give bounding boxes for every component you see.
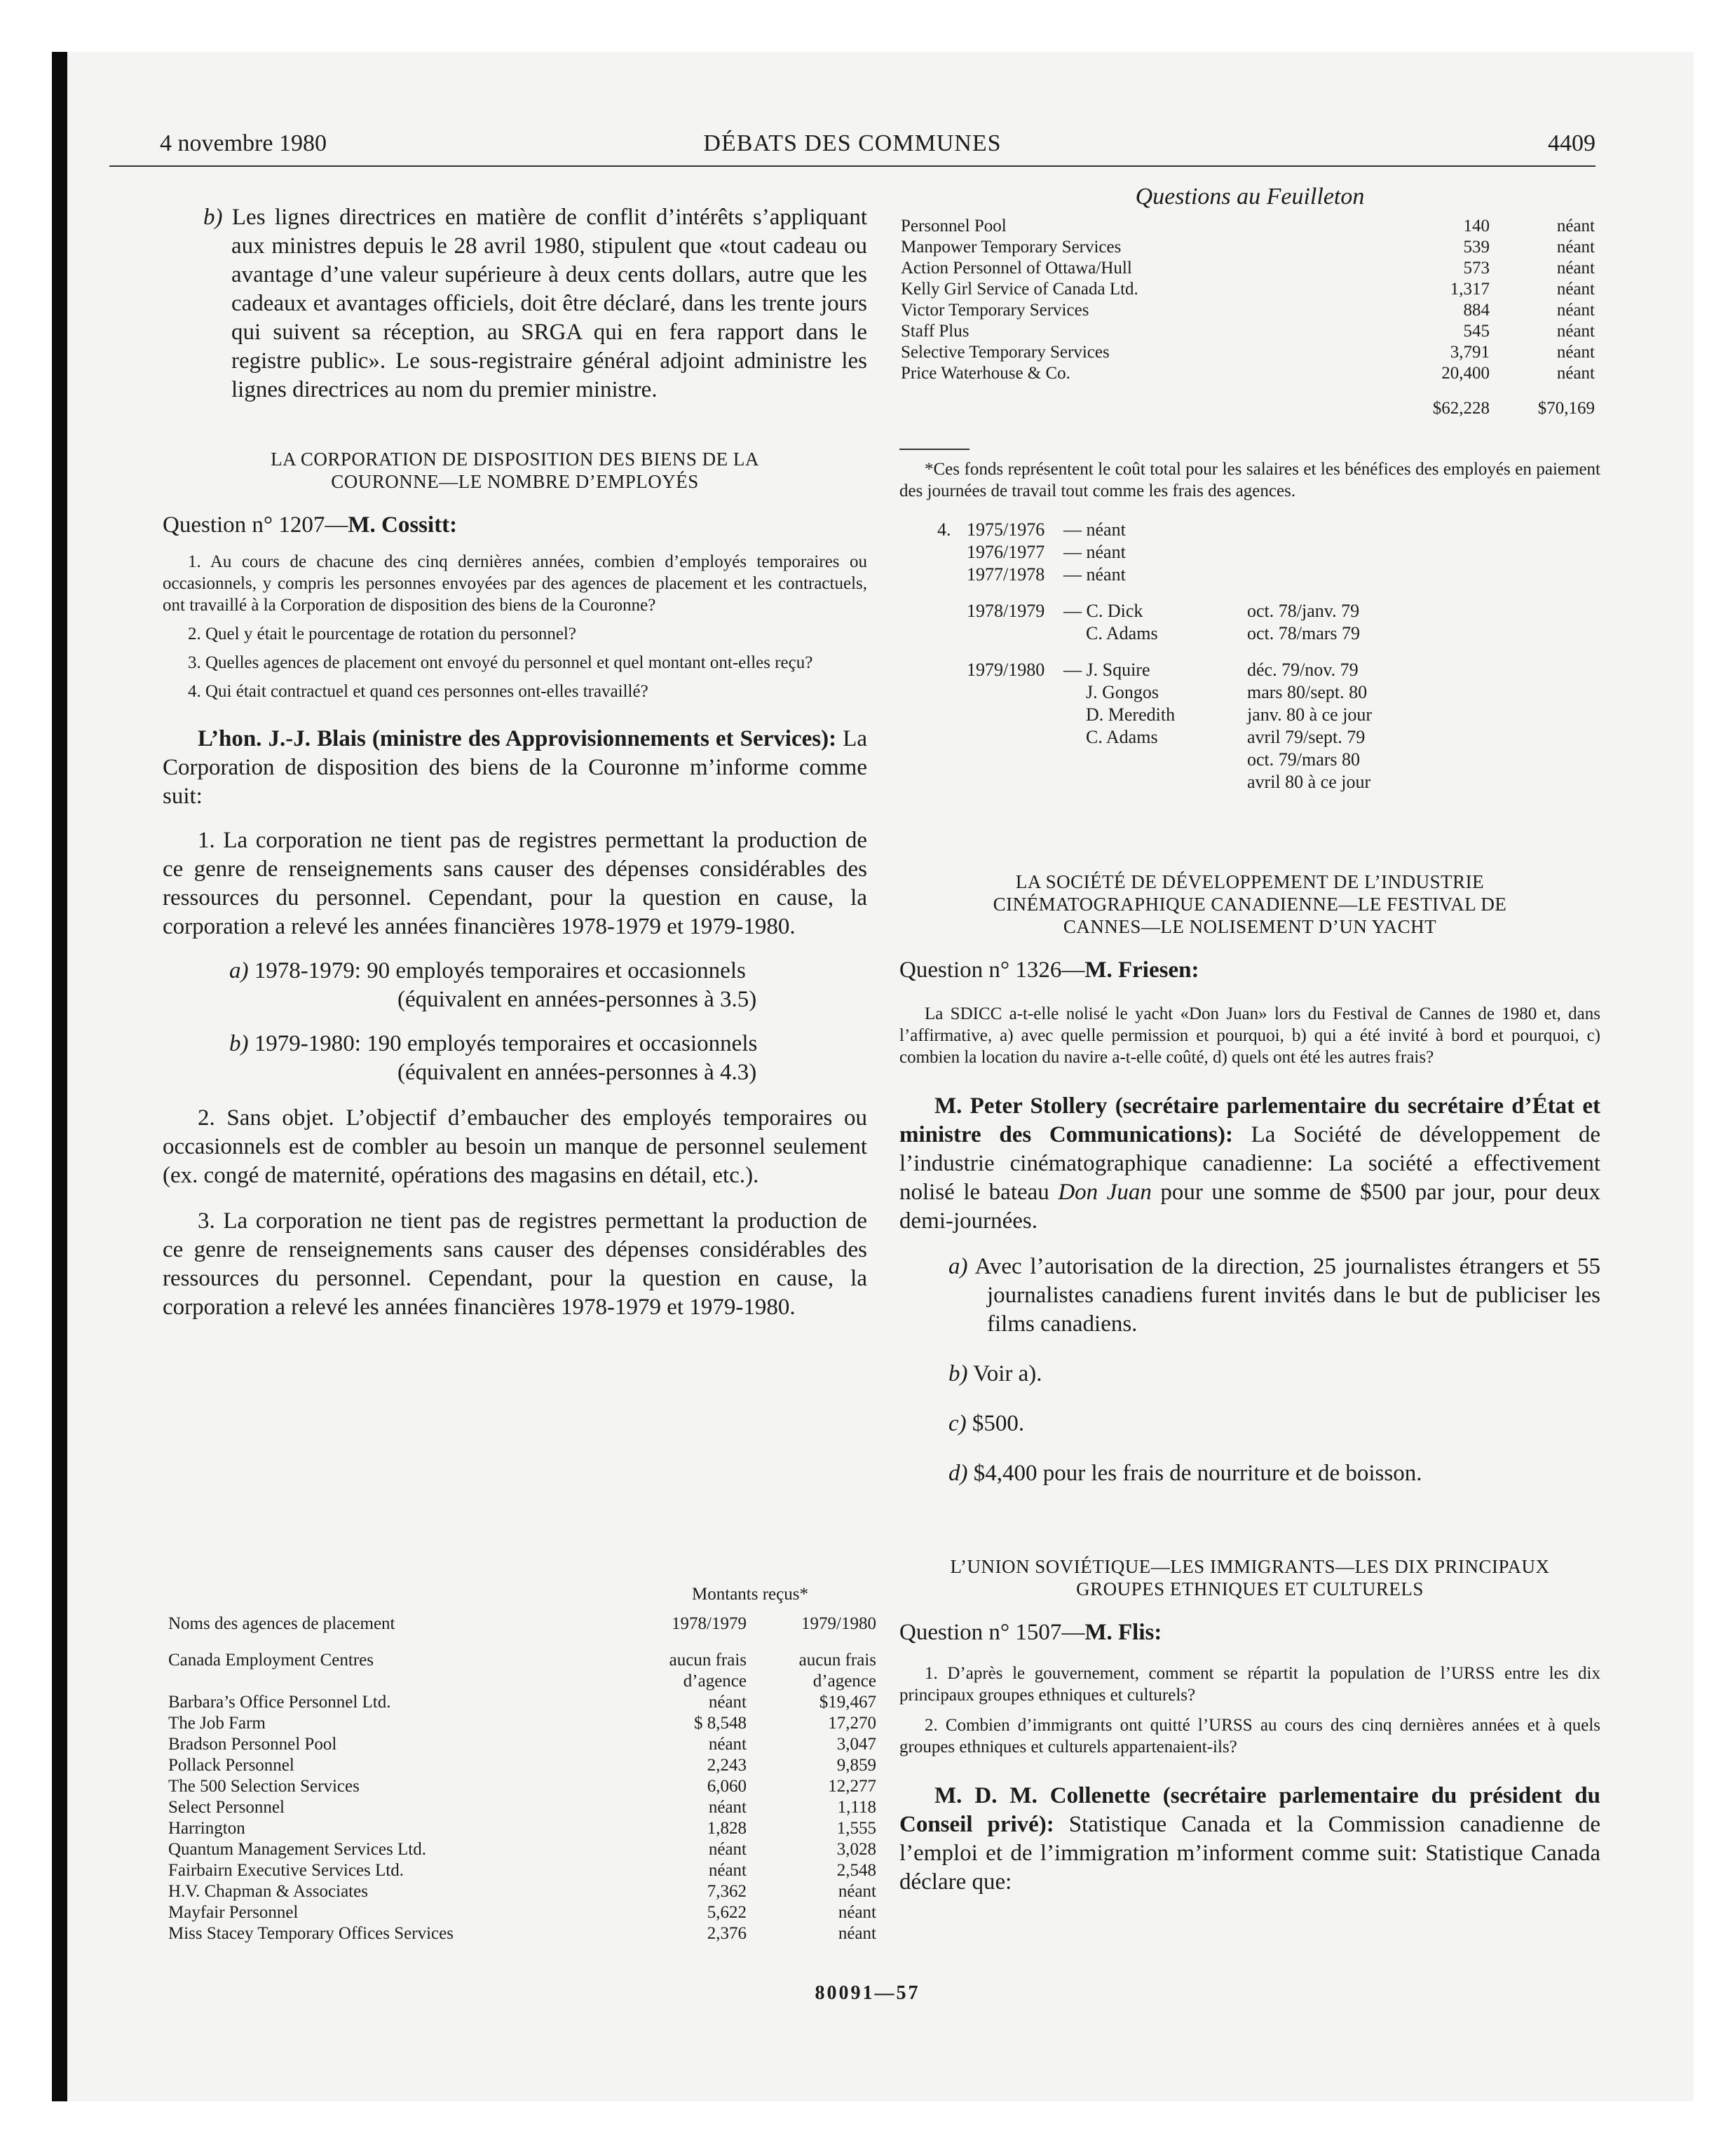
contract-row: [937, 704, 1401, 726]
table-cell-value: 12,277: [828, 1777, 876, 1796]
table-cell-value: néant: [1556, 322, 1595, 341]
answer-text: Statistique Canada et la Commission canadienne de l’emploi et de l’immigration m’informent comme suit: Statistique Canada déclare que:: [899, 1812, 1600, 1895]
page-header: [109, 130, 1595, 167]
table-total: $70,169: [1537, 399, 1595, 418]
table-cell-name: Personnel Pool: [901, 217, 1007, 236]
table-cell-line: d’agence: [683, 1672, 747, 1691]
section-heading-crown-assets: [163, 448, 867, 493]
answer-paragraph: [899, 1092, 1600, 1236]
table-row: [168, 1797, 876, 1818]
table-cell-name: Harrington: [168, 1819, 245, 1838]
table-cell-value: $ 8,548: [694, 1714, 747, 1733]
table-row: [168, 1734, 876, 1755]
table-cell-value: néant: [838, 1882, 876, 1901]
contract-row: [937, 586, 1401, 622]
table-cell-name: Barbara’s Office Personnel Ltd.: [168, 1693, 391, 1712]
table-cell-name: Selective Temporary Services: [901, 343, 1110, 362]
contract-name: — néant: [1063, 564, 1126, 585]
answer-list: [899, 1253, 1600, 1488]
table-cell-name: Fairbairn Executive Services Ltd.: [168, 1861, 404, 1880]
section-heading-line: CINÉMATOGRAPHIQUE CANADIENNE—LE FESTIVAL DE: [993, 894, 1507, 915]
table-cell-value: 6,060: [707, 1777, 747, 1796]
answer-point-2: 2. Sans objet. L’objectif d’embaucher des employés temporaires ou occasionnels est de combler au besoin un manque de personnel seulement (ex. congé de maternité, opérations des magasins en détail, etc.).: [163, 1105, 867, 1188]
contract-year: 1978/1979: [967, 601, 1045, 621]
table-row: [901, 321, 1595, 342]
question-number: Question n° 1507—: [899, 1620, 1085, 1645]
contract-row: [937, 541, 1401, 564]
contract-number: [937, 704, 967, 726]
table-row: [168, 1692, 876, 1713]
answer-item-label: b): [948, 1361, 968, 1386]
contract-name: [1058, 771, 1212, 793]
table-cell-value: 2,548: [836, 1861, 876, 1880]
table-row: [168, 1923, 876, 1944]
question-1326: [899, 957, 1600, 983]
footnote-rule: [899, 449, 969, 450]
table-header-name: Noms des agences de placement: [168, 1614, 395, 1633]
question-item: 1. D’après le gouvernement, comment se répartit la population de l’URSS entre les dix principaux groupes ethniques et culturels?: [899, 1664, 1600, 1705]
table-cell-name: Select Personnel: [168, 1798, 285, 1817]
section-heading-film: [899, 871, 1600, 938]
question-item: 2. Quel y était le pourcentage de rotation du personnel?: [188, 625, 576, 643]
table-row: [168, 1755, 876, 1776]
table-total: $62,228: [1432, 399, 1490, 418]
contract-row: [937, 681, 1401, 704]
header-date: 4 novembre 1980: [160, 130, 327, 156]
contract-name: — J. Squire: [1063, 660, 1150, 680]
table-cell-value: néant: [838, 1903, 876, 1922]
answer-item-text: Avec l’autorisation de la direction, 25 journalistes étrangers et 55 journalistes canadiens furent invités dans le but de publiciser les films canadiens.: [974, 1254, 1600, 1337]
answer-point-1: 1. La corporation ne tient pas de registres permettant la production de ce genre de renseignements sans causer des dépenses considérables des ressources du personnel. Cependant, pour la question en cause, la corporation a relevé les années financières 1978-1979 et 1979-1980.: [163, 828, 867, 939]
contract-year: [967, 681, 1058, 704]
table-total-row: [901, 384, 1595, 419]
contract-year: [967, 622, 1058, 645]
contract-period: mars 80/sept. 80: [1247, 682, 1368, 702]
answer-item-label: a): [948, 1254, 968, 1279]
table-row: [901, 300, 1595, 321]
answer-paragraph: [899, 1782, 1600, 1897]
b-item-label: b): [203, 205, 223, 230]
table-row: [168, 1839, 876, 1860]
question-text: La SDICC a-t-elle nolisé le yacht «Don Juan» lors du Festival de Cannes de 1980 et, dans l’affirmative, a) avec quelle permission et pourquoi, b) qui a été invité à bord et pourquoi, c) combien la location du navire a-t-elle coûté, d) quels ont été les autres frais?: [899, 1004, 1600, 1067]
contract-row: [937, 726, 1401, 749]
contract-number: [937, 541, 967, 564]
table-cell-value: 1,555: [836, 1819, 876, 1838]
answer-intro: La Corporation de disposition des biens de la Couronne m’informe comme suit:: [163, 726, 867, 809]
table-cell-value: néant: [708, 1735, 747, 1754]
sub-item-years: 1978-1979:: [254, 958, 361, 983]
answer-item: [948, 1360, 1600, 1389]
running-title: Questions au Feuilleton: [1135, 184, 1365, 210]
table-cell-value: néant: [708, 1861, 747, 1880]
contract-year: 1979/1980: [967, 660, 1045, 680]
section-heading-line: COURONNE—LE NOMBRE D’EMPLOYÉS: [331, 471, 699, 492]
sub-item-a: [229, 957, 867, 1014]
agency-table: [168, 1584, 876, 1944]
table-cell-name: H.V. Chapman & Associates: [168, 1882, 368, 1901]
table-cell-name: Action Personnel of Ottawa/Hull: [901, 259, 1132, 278]
contract-period: déc. 79/nov. 79: [1247, 660, 1359, 680]
question-item: 3. Quelles agences de placement ont envoyé du personnel et quel montant ont-elles reçu?: [188, 653, 813, 672]
table-row: [168, 1818, 876, 1839]
contract-period: oct. 78/mars 79: [1247, 623, 1361, 643]
table-row: [901, 216, 1595, 237]
question-item: 2. Combien d’immigrants ont quitté l’URSS au cours des cinq dernières années et à quels groupes ethniques et culturels appartenaient-ils?: [899, 1716, 1600, 1756]
table-cell-name: Price Waterhouse & Co.: [901, 364, 1070, 383]
table-cell-name: Mayfair Personnel: [168, 1903, 299, 1922]
contract-name: J. Gongos: [1086, 682, 1159, 702]
contract-row: [937, 645, 1401, 681]
table-cell-line: aucun frais: [669, 1651, 747, 1670]
table-row: [901, 363, 1595, 384]
contract-number: [937, 771, 967, 793]
contract-period: [1212, 564, 1401, 586]
table-cell-value: néant: [1556, 364, 1595, 383]
table-cell-name: Quantum Management Services Ltd.: [168, 1840, 426, 1859]
section-heading-line: LA CORPORATION DE DISPOSITION DES BIENS DE LA: [271, 449, 759, 470]
section-heading-line: LA SOCIÉTÉ DE DÉVELOPPEMENT DE L’INDUSTRIE: [1015, 871, 1485, 892]
contract-year: 1975/1976: [967, 519, 1045, 540]
table-cell-value: 1,317: [1450, 280, 1490, 299]
contract-name: — C. Dick: [1063, 601, 1143, 621]
contract-year: 1976/1977: [967, 542, 1045, 562]
table-cell-value: 3,791: [1450, 343, 1490, 362]
answer-text: La Société de développement de l’industrie cinématographique canadienne: La société a effectivement nolisé le bateau: [899, 1122, 1601, 1205]
sub-item-b: [229, 1030, 867, 1087]
table-header-row: [168, 1605, 876, 1635]
table-cell-name: The 500 Selection Services: [168, 1777, 360, 1796]
contract-year: [967, 749, 1058, 771]
table-group-header: Montants reçus*: [692, 1585, 808, 1604]
table-cell-value: 1,828: [707, 1819, 747, 1838]
table-cell-value: néant: [708, 1840, 747, 1859]
question-member: M. Friesen:: [1084, 957, 1199, 983]
table-cell-value: $19,467: [819, 1693, 876, 1712]
contract-period: oct. 78/janv. 79: [1247, 601, 1360, 621]
table-row: [168, 1860, 876, 1881]
table-cell-line: d’agence: [812, 1672, 876, 1691]
table-cell-name: Pollack Personnel: [168, 1756, 294, 1775]
header-page-number: 4409: [1548, 130, 1595, 156]
question-number: Question n° 1326—: [899, 957, 1085, 983]
contract-row: [937, 749, 1401, 771]
table-cell-value: 5,622: [707, 1903, 747, 1922]
question-number: Question n° 1207—: [163, 512, 348, 538]
left-column: [163, 203, 867, 1322]
table-row: [168, 1713, 876, 1734]
answer-point-3: 3. La corporation ne tient pas de registres permettant la production de ce genre de renseignements sans causer des dépenses considérables des ressources du personnel. Cependant, pour la question en cause, la corporation a relevé les années financières 1978-1979 et 1979-1980.: [163, 1208, 867, 1320]
table-cell-value: néant: [1556, 217, 1595, 236]
answer-item: [948, 1253, 1600, 1339]
contract-row: [937, 771, 1401, 793]
contract-period: oct. 79/mars 80: [1247, 749, 1361, 770]
table-header-year: 1978/1979: [672, 1614, 747, 1633]
contract-year: [967, 726, 1058, 749]
table-cell-value: néant: [1556, 238, 1595, 257]
header-title: DÉBATS DES COMMUNES: [703, 130, 1002, 156]
sub-item-text: 90 employés temporaires et occasionnels: [367, 958, 746, 983]
table-cell-value: néant: [838, 1924, 876, 1943]
contract-period: [1212, 541, 1401, 564]
table-cell-name: Miss Stacey Temporary Offices Services: [168, 1924, 454, 1943]
table-cell-value: néant: [1556, 259, 1595, 278]
question-1207: [163, 512, 867, 538]
contract-number: [937, 586, 967, 622]
b-item: [203, 203, 867, 404]
contract-period: avril 80 à ce jour: [1247, 772, 1371, 792]
table-cell-value: néant: [1556, 301, 1595, 320]
table-cell-value: [747, 1635, 876, 1692]
contract-name: — néant: [1063, 542, 1126, 562]
answer-paragraph: [163, 725, 867, 811]
contract-period: avril 79/sept. 79: [1247, 727, 1366, 747]
table-row: [168, 1635, 876, 1692]
answer-italic: Don Juan: [1058, 1180, 1152, 1205]
table-cell-value: 17,270: [828, 1714, 876, 1733]
contract-name: — néant: [1063, 519, 1126, 540]
answer-item-label: c): [948, 1411, 967, 1436]
table-cell-name: Staff Plus: [901, 322, 969, 341]
table-cell-value: [617, 1635, 747, 1692]
table-cell-value: néant: [1556, 343, 1595, 362]
answer-text: pour une somme de $500 par jour, pour deux demi-journées.: [899, 1180, 1601, 1234]
table-cell-value: 7,362: [707, 1882, 747, 1901]
contract-row: [937, 622, 1401, 645]
contract-number: [937, 645, 967, 681]
table-cell-name: Kelly Girl Service of Canada Ltd.: [901, 280, 1138, 299]
table-group-header-row: [168, 1584, 876, 1605]
answer-item: [948, 1459, 1600, 1488]
sub-item-note: (équivalent en années-personnes à 4.3): [397, 1060, 757, 1085]
contract-year: [967, 771, 1058, 793]
table-cell-value: 3,028: [836, 1840, 876, 1859]
right-column: [899, 184, 1600, 1897]
contract-number: [937, 749, 967, 771]
answer-item-label: d): [948, 1461, 968, 1486]
table-cell-value: 9,859: [836, 1756, 876, 1775]
answer-item: [948, 1410, 1600, 1438]
table-row: [168, 1776, 876, 1797]
footnote: *Ces fonds représentent le coût total pour les salaires et les bénéfices des employés en paiement des journées de travail tout comme les frais des agences.: [899, 460, 1600, 500]
table-cell-value: 573: [1463, 259, 1490, 278]
contract-name: D. Meredith: [1086, 704, 1176, 725]
table-cell-value: néant: [1556, 280, 1595, 299]
table-row: [168, 1881, 876, 1902]
table-cell-value: 1,118: [837, 1798, 876, 1817]
table-row: [901, 237, 1595, 258]
question-item: 1. Au cours de chacune des cinq dernières années, combien d’employés temporaires ou occasionnels, y compris les personnes envoyées par des agences de placement et les contractuels, ont travaillé à la Corporation de disposition des biens de la Couronne?: [163, 552, 867, 615]
table-cell-line: aucun frais: [798, 1651, 876, 1670]
table-cell-value: 2,243: [707, 1756, 747, 1775]
contract-number: [937, 681, 967, 704]
table-cell-value: 140: [1463, 217, 1490, 236]
table-cell-value: 3,047: [836, 1735, 876, 1754]
answer-speaker: M. Peter Stollery (secrétaire parlementaire du secrétaire d’État et ministre des Communications):: [899, 1093, 1600, 1147]
contract-year: 1977/1978: [967, 564, 1045, 585]
table-cell-name: Victor Temporary Services: [901, 301, 1089, 320]
table-cell-value: néant: [708, 1693, 747, 1712]
contract-period: [1212, 519, 1401, 541]
contract-year: [967, 704, 1058, 726]
contract-row: [937, 519, 1401, 541]
answer-speaker: M. D. M. Collenette (secrétaire parlementaire du président du Conseil privé):: [899, 1783, 1600, 1837]
table-cell-value: 539: [1463, 238, 1490, 257]
table-cell-value: 884: [1463, 301, 1490, 320]
agency-table-continued: [901, 216, 1595, 419]
answer-item-text: Voir a).: [973, 1361, 1042, 1386]
sub-item-years: 1979-1980:: [254, 1031, 361, 1056]
answer-speaker: L’hon. J.-J. Blais (ministre des Approvisionnements et Services):: [198, 726, 837, 751]
table-row: [168, 1902, 876, 1923]
sub-item-label: a): [229, 958, 249, 983]
table-header-year: 1979/1980: [801, 1614, 876, 1633]
sub-item-note: (équivalent en années-personnes à 3.5): [397, 987, 757, 1012]
question-1507: [899, 1620, 1600, 1646]
sub-item-label: b): [229, 1031, 249, 1056]
contract-number: [937, 726, 967, 749]
question-item: 4. Qui était contractuel et quand ces personnes ont-elles travaillé?: [188, 682, 648, 701]
contract-number: 4.: [937, 519, 951, 540]
table-cell-name: Canada Employment Centres: [168, 1651, 374, 1670]
page-footer-code: 80091—57: [815, 1982, 920, 2004]
contract-row: [937, 564, 1401, 586]
contract-number: [937, 564, 967, 586]
question-member: M. Cossitt:: [348, 512, 458, 538]
b-item-text: Les lignes directrices en matière de conflit d’intérêts s’appliquant aux ministres depuis le 28 avril 1980, stipulent que «tout cadeau ou avantage d’une valeur supérieure à deux cents dollars, autre que les cadeaux et avantages officiels, doit être déclaré, dans les trente jours qui suivent sa réception, au SRGA qui en fera rapport dans le registre public». Le sous-registraire général adjoint administre les lignes directrices au nom du premier ministre.: [231, 205, 867, 402]
answer-item-text: $4,400 pour les frais de nourriture et de boisson.: [973, 1461, 1422, 1486]
section-heading-line: GROUPES ETHNIQUES ET CULTURELS: [1076, 1578, 1424, 1599]
question-member: M. Flis:: [1084, 1620, 1162, 1645]
table-cell-name: Manpower Temporary Services: [901, 238, 1122, 257]
section-heading-line: CANNES—LE NOLISEMENT D’UN YACHT: [1063, 916, 1437, 937]
contract-number: [937, 622, 967, 645]
answer-item-text: $500.: [972, 1411, 1025, 1436]
table-cell-value: 20,400: [1441, 364, 1490, 383]
table-cell-value: 2,376: [707, 1924, 747, 1943]
contract-name: C. Adams: [1086, 727, 1158, 747]
table-row: [901, 258, 1595, 279]
contract-table: [937, 519, 1401, 793]
table-cell-value: 545: [1463, 322, 1490, 341]
table-row: [901, 342, 1595, 363]
table-cell-name: Bradson Personnel Pool: [168, 1735, 337, 1754]
section-heading-ussr: [899, 1555, 1600, 1600]
table-cell-name: The Job Farm: [168, 1714, 266, 1733]
sub-item-text: 190 employés temporaires et occasionnels: [367, 1031, 758, 1056]
section-heading-line: L’UNION SOVIÉTIQUE—LES IMMIGRANTS—LES DIX PRINCIPAUX: [950, 1556, 1550, 1577]
contract-period: janv. 80 à ce jour: [1247, 704, 1373, 725]
contract-name: [1058, 749, 1212, 771]
contract-name: C. Adams: [1086, 623, 1158, 643]
table-row: [901, 279, 1595, 300]
table-cell-value: néant: [708, 1798, 747, 1817]
